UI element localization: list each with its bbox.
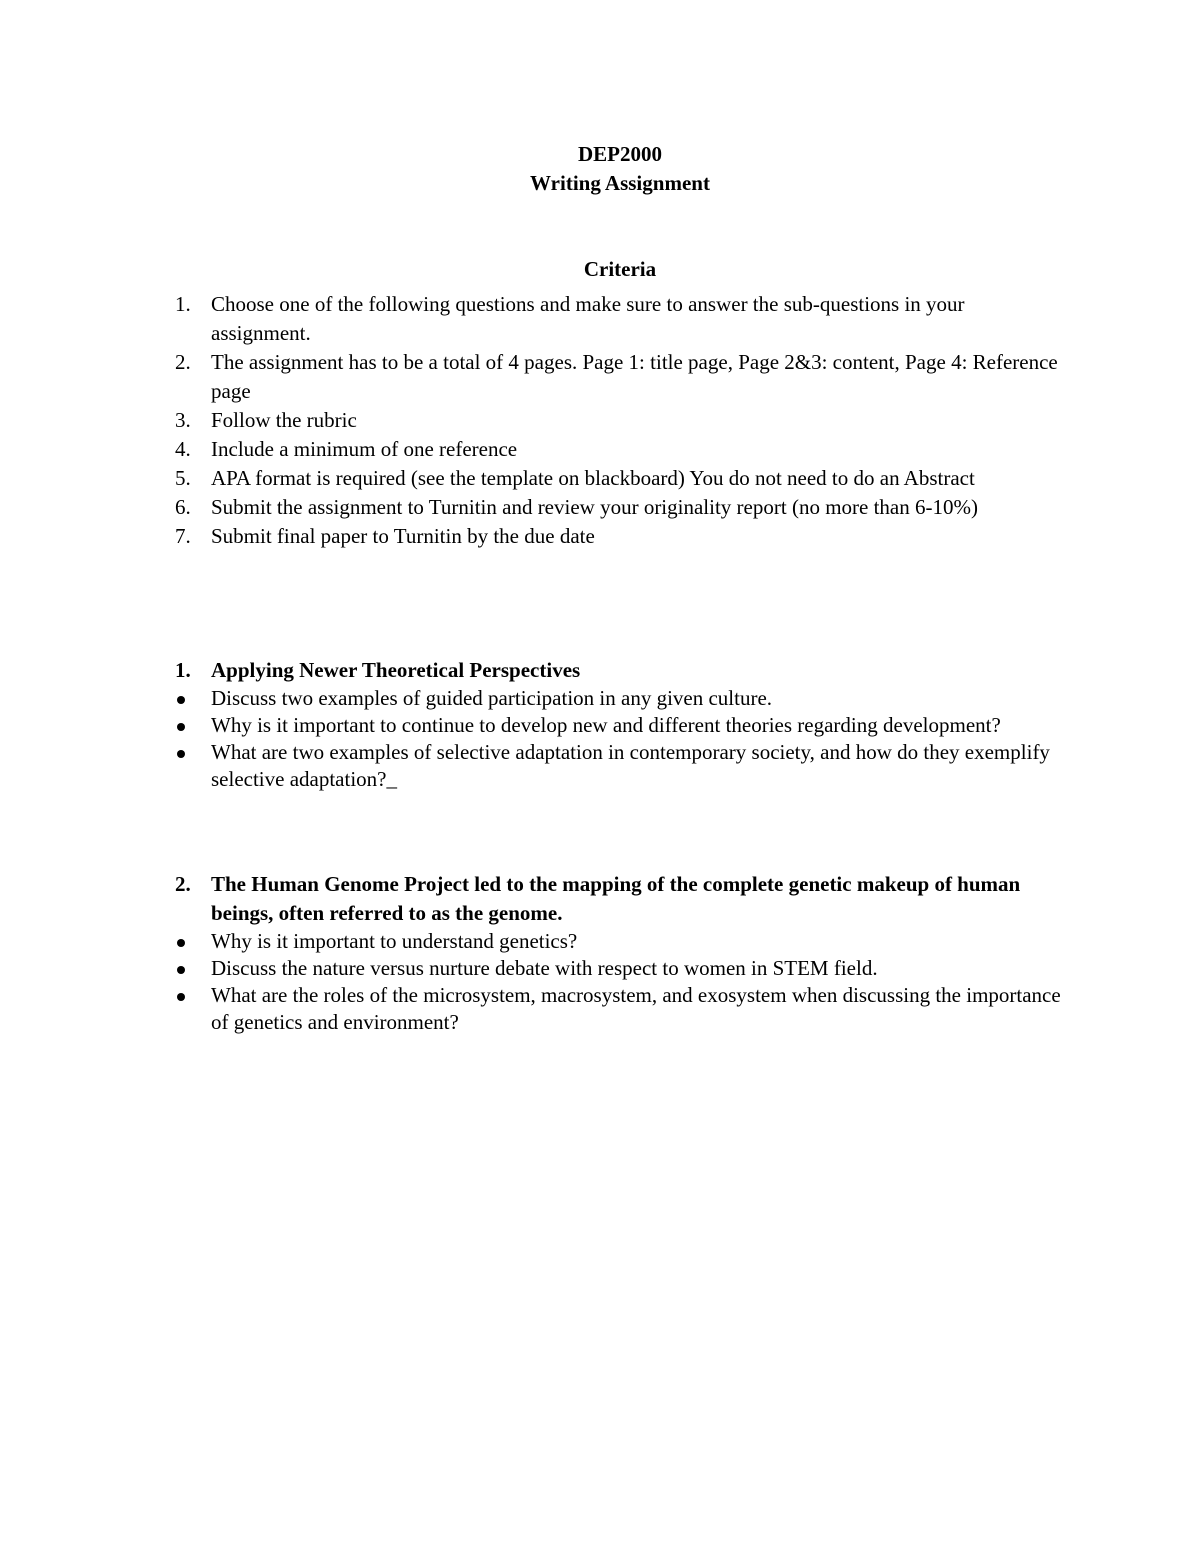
bullet-text: What are the roles of the microsystem, macrosystem, and exosystem when discussing the importance of genetics and environment? <box>211 983 1061 1034</box>
criteria-number: 1. <box>175 292 191 316</box>
bullet-text: Why is it important to continue to develop new and different theories regarding development? <box>211 713 1001 737</box>
course-code: DEP2000 <box>578 142 662 166</box>
criteria-item <box>175 435 1065 464</box>
question-bullet <box>175 712 1065 739</box>
bullet-icon <box>177 993 185 1001</box>
criteria-item <box>175 406 1065 435</box>
criteria-text: APA format is required (see the template on blackboard) You do not need to do an Abstract <box>211 466 975 490</box>
criteria-number: 6. <box>175 495 191 519</box>
criteria-number: 7. <box>175 524 191 548</box>
bullet-text: Discuss the nature versus nurture debate with respect to women in STEM field. <box>211 956 878 980</box>
question-number: 1. <box>175 658 191 682</box>
bullet-icon <box>177 723 185 731</box>
bullet-text: Why is it important to understand genetics? <box>211 929 578 953</box>
question-bullet <box>175 955 1065 982</box>
criteria-item <box>175 522 1065 551</box>
question-2-heading <box>175 870 1065 928</box>
criteria-number: 4. <box>175 437 191 461</box>
criteria-item <box>175 464 1065 493</box>
bullet-icon <box>177 696 185 704</box>
criteria-text: Submit final paper to Turnitin by the due date <box>211 524 595 548</box>
criteria-number: 3. <box>175 408 191 432</box>
criteria-text: Include a minimum of one reference <box>211 437 518 461</box>
question-title: The Human Genome Project led to the mapping of the complete genetic makeup of human beings, often referred to as the genome. <box>211 872 1021 925</box>
bullet-icon <box>177 750 185 758</box>
criteria-heading: Criteria <box>583 257 657 281</box>
question-1-heading <box>175 656 1065 685</box>
question-bullet <box>175 685 1065 712</box>
criteria-item <box>175 493 1065 522</box>
bullet-icon <box>177 939 185 947</box>
question-number: 2. <box>175 872 191 896</box>
criteria-text: The assignment has to be a total of 4 pages. Page 1: title page, Page 2&3: content, Page 4: Reference page <box>211 350 1058 403</box>
criteria-number: 2. <box>175 350 191 374</box>
bullet-icon <box>177 966 185 974</box>
question-bullet <box>175 928 1065 955</box>
criteria-text: Choose one of the following questions and make sure to answer the sub-questions in your assignment. <box>211 292 965 345</box>
criteria-text: Submit the assignment to Turnitin and review your originality report (no more than 6-10%) <box>211 495 978 519</box>
question-bullet <box>175 739 1065 793</box>
criteria-item <box>175 290 1065 348</box>
question-title: Applying Newer Theoretical Perspectives <box>211 658 581 682</box>
criteria-text: Follow the rubric <box>211 408 357 432</box>
bullet-text: Discuss two examples of guided participation in any given culture. <box>211 686 773 710</box>
assignment-title: Writing Assignment <box>530 171 710 195</box>
bullet-text: What are two examples of selective adaptation in contemporary society, and how do they exemplify selective adaptation?_ <box>211 740 1050 791</box>
criteria-number: 5. <box>175 466 191 490</box>
question-bullet <box>175 982 1065 1036</box>
criteria-list <box>175 290 1065 551</box>
criteria-item <box>175 348 1065 406</box>
question-2-bullets <box>175 928 1065 1036</box>
question-1-bullets <box>175 685 1065 793</box>
document-content <box>175 140 1065 1036</box>
